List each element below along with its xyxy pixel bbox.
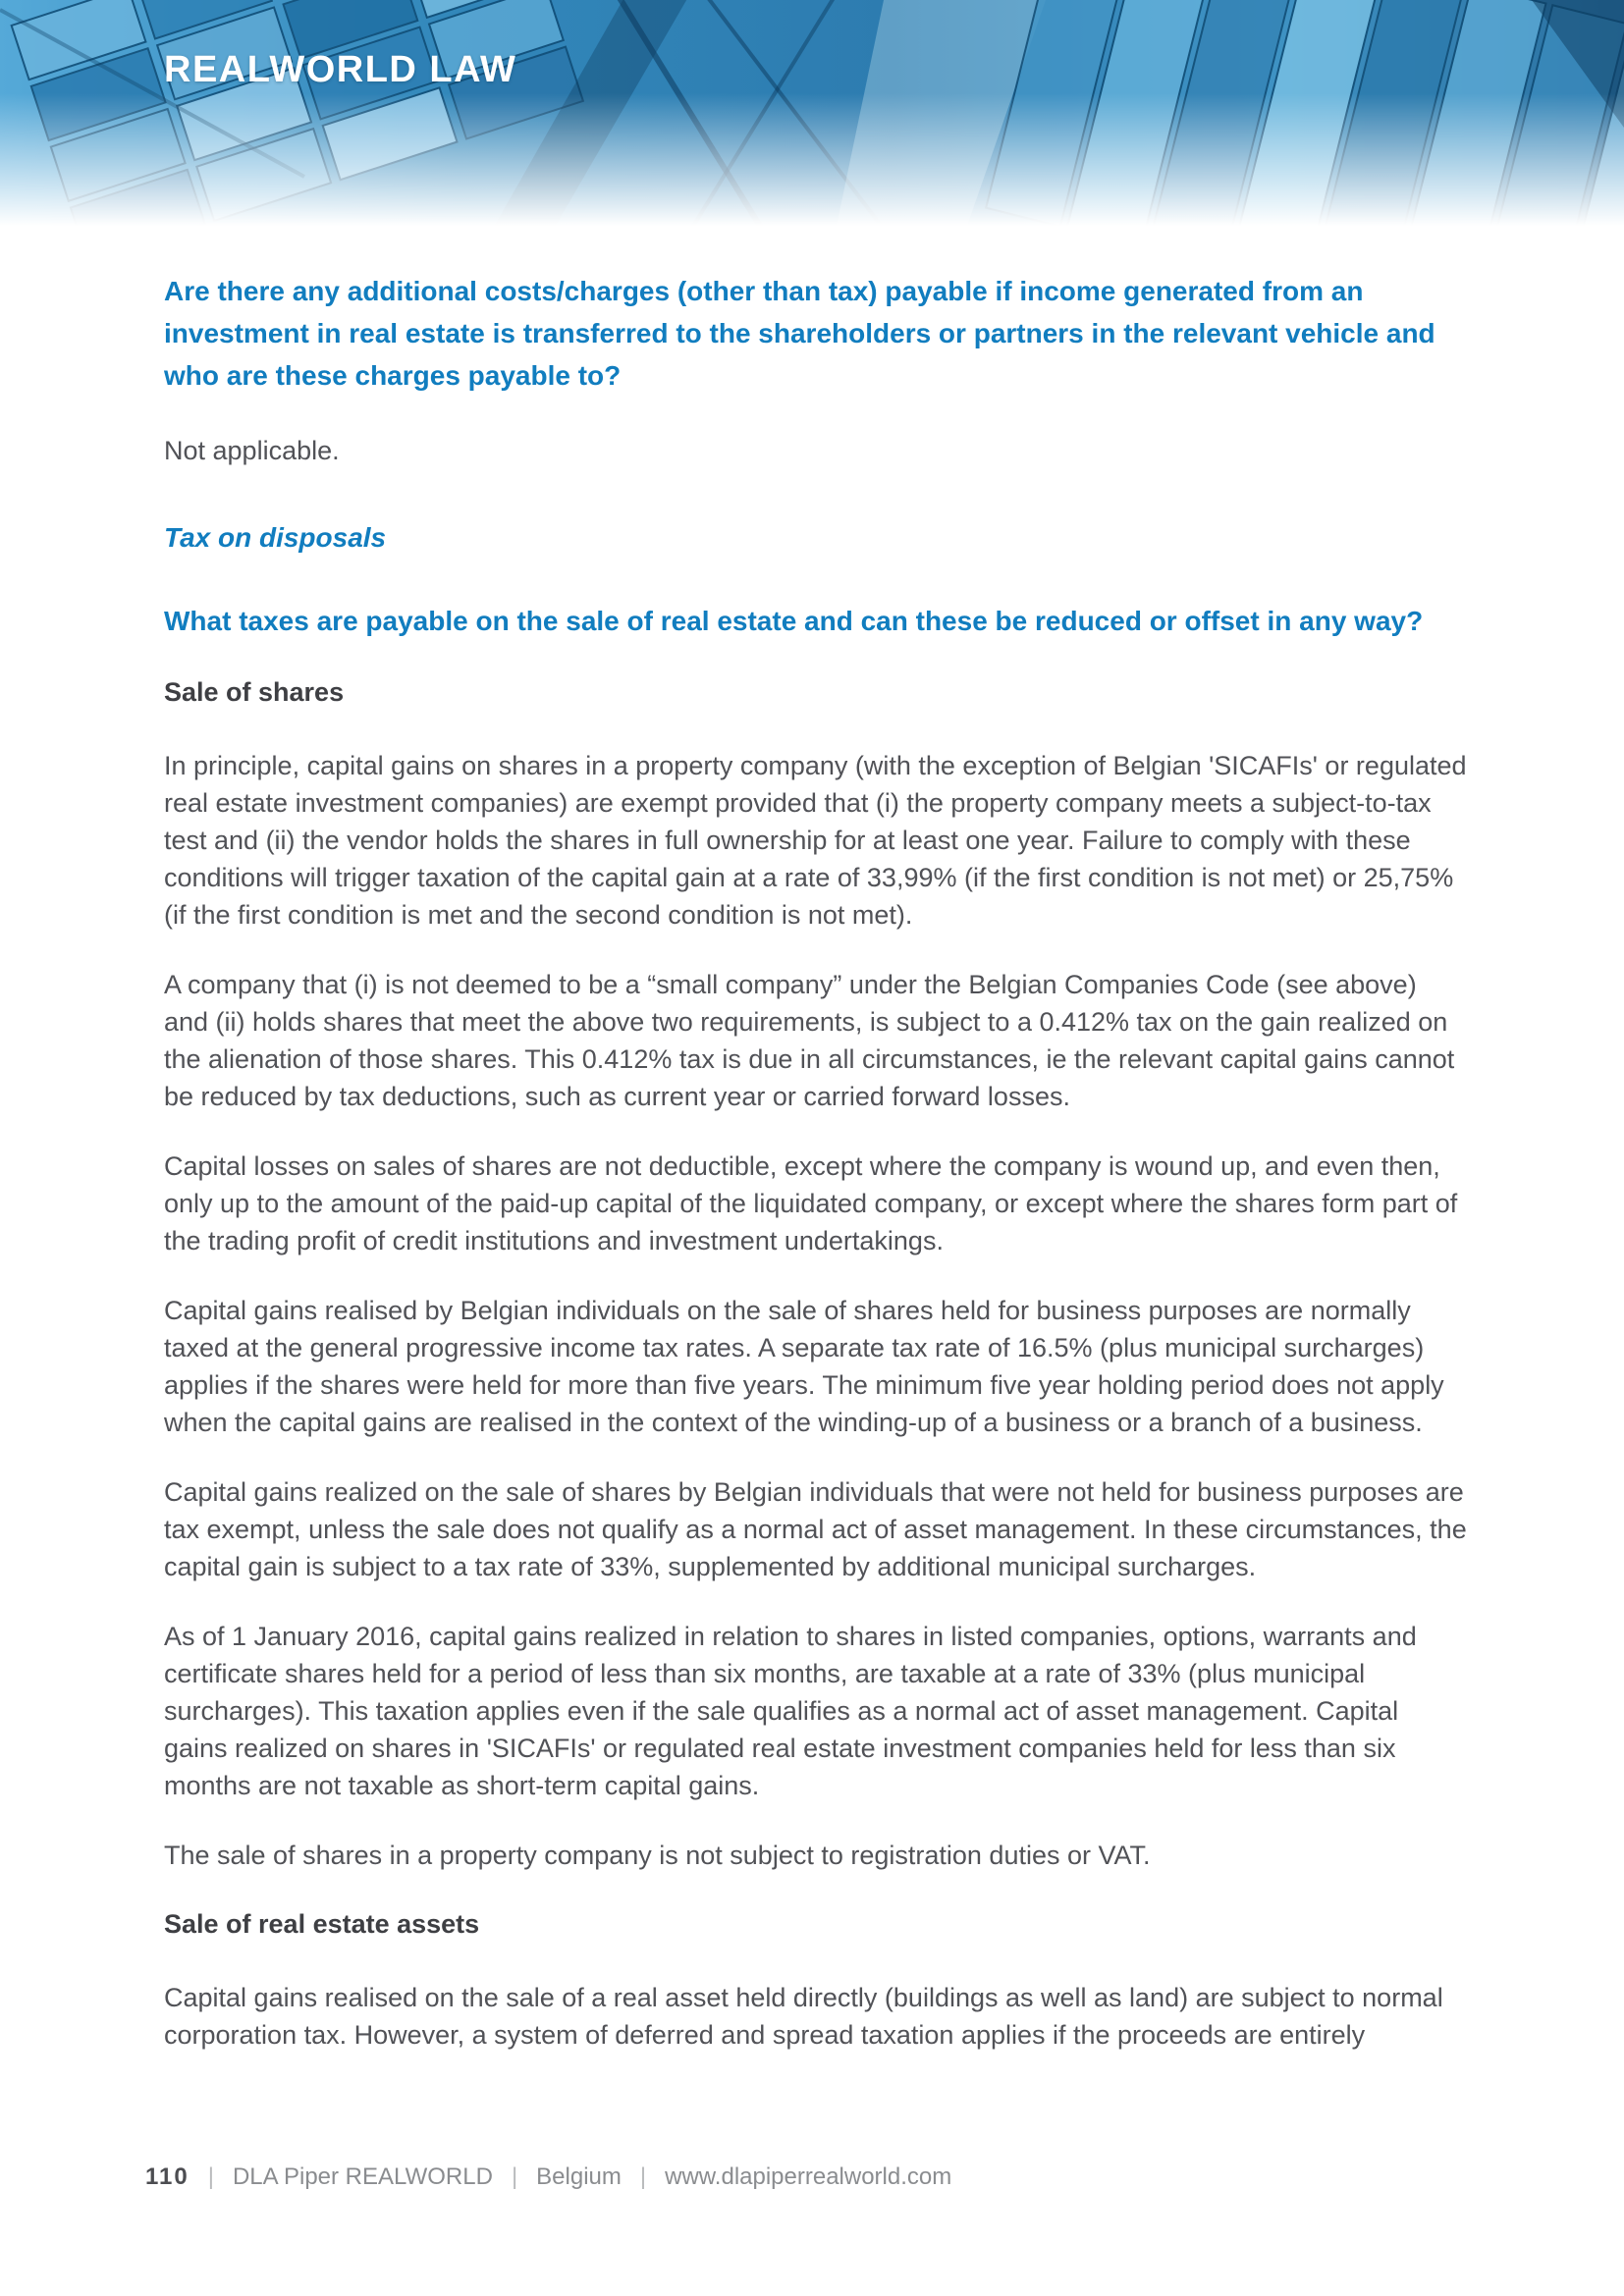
page-footer xyxy=(145,2163,951,2191)
subheading-sale-of-real-estate-assets: Sale of real estate assets xyxy=(164,1909,480,1939)
footer-separator: | xyxy=(639,2163,647,2190)
brand-title: REALWORLD LAW xyxy=(164,49,517,90)
document-body xyxy=(0,270,1624,2054)
paragraph-real-estate-1: Capital gains realised on the sale of a real asset held directly (buildings as well as land) are subject to normal corporation tax. However, a system of deferred and spread taxation applies if the proceeds are entirely xyxy=(164,1983,1443,2050)
question-taxes-on-sale: What taxes are payable on the sale of real estate and can these be reduced or offset in any way? xyxy=(164,606,1424,636)
glass-building-photo xyxy=(0,0,1624,226)
footer-brand: DLA Piper REALWORLD xyxy=(232,2163,493,2190)
footer-separator: | xyxy=(511,2163,518,2190)
paragraph-shares-2: A company that (i) is not deemed to be a “small company” under the Belgian Companies Code (see above) and (ii) holds shares that meet the above two requirements, is subject to a 0.412% tax on the gain realized on the alienation of those shares. This 0.412% tax is due in all circumstances, ie the relevant capital gains cannot be reduced by tax deductions, such as current year or carried forward losses. xyxy=(164,970,1455,1111)
footer-website: www.dlapiperrealworld.com xyxy=(665,2163,952,2190)
page-header-banner xyxy=(0,0,1624,226)
section-title-tax-on-disposals: Tax on disposals xyxy=(164,522,387,553)
paragraph-shares-3: Capital losses on sales of shares are not deductible, except where the company is wound up, and even then, only up to the amount of the paid-up capital of the liquidated company, or except where the shares form part of the trading profit of credit institutions and investment undertakings. xyxy=(164,1151,1458,1255)
paragraph-shares-7: The sale of shares in a property company is not subject to registration duties or VAT. xyxy=(164,1841,1151,1870)
footer-separator: | xyxy=(207,2163,214,2190)
footer-country: Belgium xyxy=(536,2163,622,2190)
paragraph-shares-4: Capital gains realised by Belgian individuals on the sale of shares held for business purposes are normally taxed at the general progressive income tax rates. A separate tax rate of 16.5% (plus municipal surcharges) applies if the shares were held for more than five years. The minimum five year holding period does not apply when the capital gains are realised in the context of the winding-up of a business or a branch of a business. xyxy=(164,1296,1444,1437)
subheading-sale-of-shares: Sale of shares xyxy=(164,677,345,707)
paragraph-shares-1: In principle, capital gains on shares in a property company (with the exception of Belgian 'SICAFIs' or regulated real estate investment companies) are exempt provided that (i) the property company meets a subject-to-tax test and (ii) the vendor holds the shares in full ownership for at least one year. Failure to comply with these conditions will trigger taxation of the capital gain at a rate of 33,99% (if the first condition is not met) or 25,75% (if the first condition is met and the second condition is not met). xyxy=(164,751,1467,930)
paragraph-shares-6: As of 1 January 2016, capital gains realized in relation to shares in listed companies, options, warrants and certificate shares held for a period of less than six months, are taxable at a rate of 33% (plus municipal surcharges). This taxation applies even if the sale qualifies as a normal act of asset management. Capital gains realized on shares in 'SICAFIs' or regulated real estate investment companies held for less than six months are not taxable as short-term capital gains. xyxy=(164,1622,1417,1800)
answer-not-applicable: Not applicable. xyxy=(164,436,340,465)
question-additional-costs: Are there any additional costs/charges (other than tax) payable if income generated from an investment in real estate is transferred to the shareholders or partners in the relevant vehicle and who are these charges payable to? xyxy=(164,276,1435,391)
page-number: 110 xyxy=(145,2163,189,2190)
paragraph-shares-5: Capital gains realized on the sale of shares by Belgian individuals that were not held for business purposes are tax exempt, unless the sale does not qualify as a normal act of asset management. In these circumstances, the capital gain is subject to a tax rate of 33%, supplemented by additional municipal surcharges. xyxy=(164,1477,1467,1581)
